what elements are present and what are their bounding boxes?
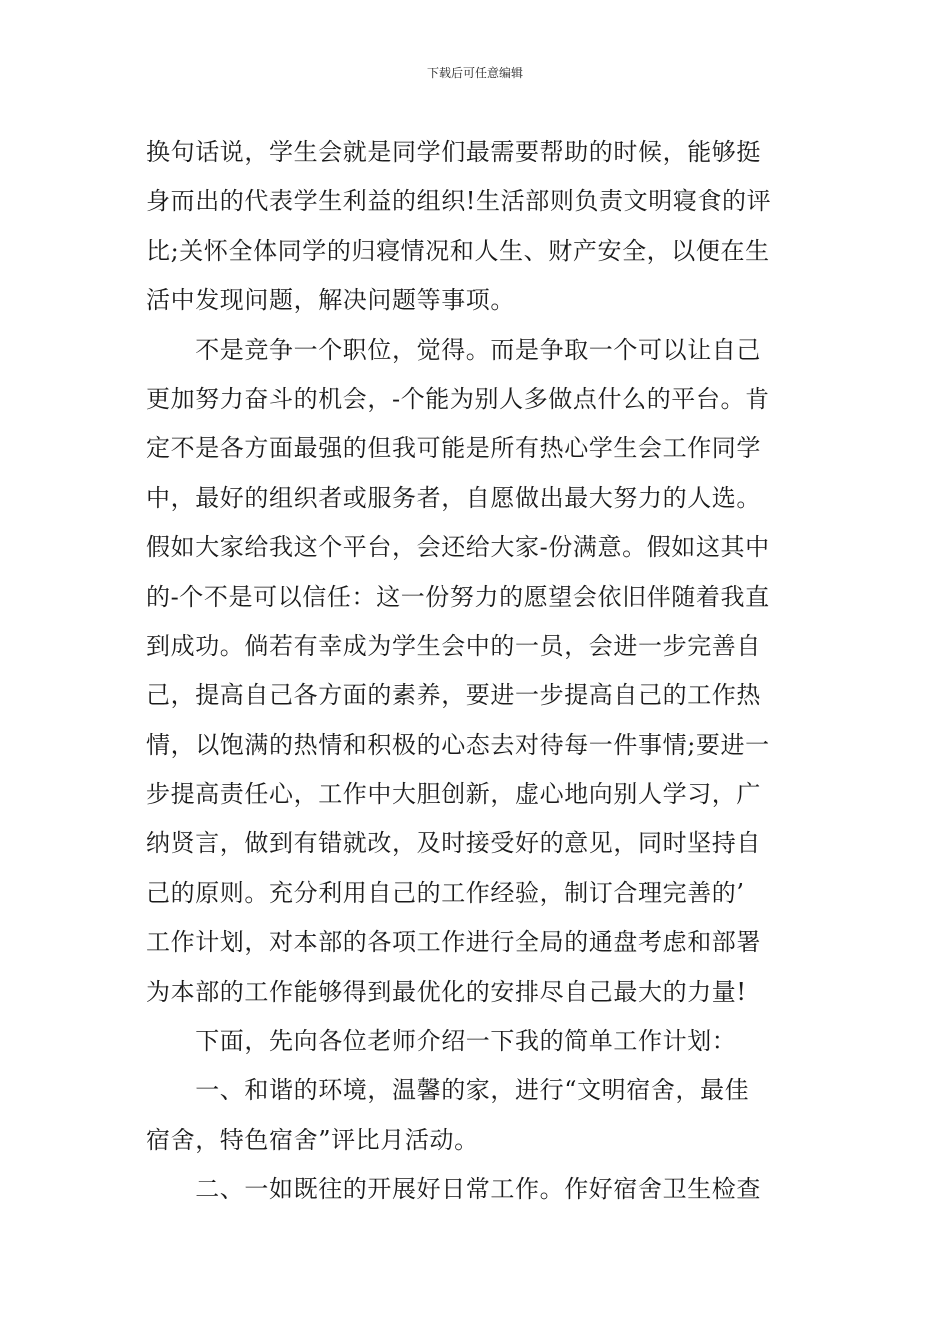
text-line: 中，最好的组织者或服务者，自愿做出最大努力的人选。 bbox=[146, 483, 761, 512]
text-line: 己，提高自己各方面的素养，要进一步提高自己的工作热 bbox=[146, 681, 761, 710]
text-line: 的-个不是可以信任：这一份努力的愿望会依旧伴随着我直 bbox=[146, 582, 770, 611]
text-line: 定不是各方面最强的但我可能是所有热心学生会工作同学 bbox=[146, 434, 761, 463]
text-line: 到成功。倘若有幸成为学生会中的一员，会进一步完善自 bbox=[146, 631, 761, 660]
text-line: 己的原则。充分利用自己的工作经验，制订合理完善的’ bbox=[146, 878, 745, 907]
text-line: 换句话说，学生会就是同学们最需要帮助的时候，能够挺 bbox=[146, 138, 761, 166]
text-line: 一、和谐的环境，温馨的家，进行“文明宿舍，最佳 bbox=[146, 1076, 750, 1105]
text-line: 宿舍，特色宿舍”评比月活动。 bbox=[146, 1125, 479, 1154]
text-line: 假如大家给我这个平台，会还给大家-份满意。假如这其中 bbox=[146, 533, 770, 562]
text-line: 工作计划，对本部的各项工作进行全局的通盘考虑和部署 bbox=[146, 928, 761, 957]
text-line: 不是竞争一个职位，觉得。而是争取一个可以让自己 bbox=[146, 335, 761, 364]
text-line: 下面，先向各位老师介绍一下我的简单工作计划： bbox=[146, 1027, 737, 1056]
text-line: 更加努力奋斗的机会，-个能为别人多做点什么的平台。肯 bbox=[146, 384, 770, 413]
text-line: 情，以饱满的热情和积极的心态去对待每一件事情;要进一 bbox=[146, 730, 770, 759]
body-text bbox=[146, 128, 810, 1215]
text-line: 步提高责任心，工作中大胆创新，虚心地向别人学习，广 bbox=[146, 780, 761, 809]
text-line: 比;关怀全体同学的归寝情况和人生、财产安全，以便在生 bbox=[146, 236, 770, 265]
text-line: 身而出的代表学生利益的组织!生活部则负责文明寝食的评 bbox=[146, 187, 772, 216]
text-line: 二、一如既往的开展好日常工作。作好宿舍卫生检查 bbox=[146, 1175, 761, 1204]
text-line: 为本部的工作能够得到最优化的安排尽自己最大的力量! bbox=[146, 977, 747, 1006]
text-line: 活中发现问题，解决问题等事项。 bbox=[146, 286, 515, 315]
page-header: 下载后可任意编辑 bbox=[426, 66, 523, 80]
text-line: 纳贤言，做到有错就改，及时接受好的意见，同时坚持自 bbox=[146, 829, 761, 858]
